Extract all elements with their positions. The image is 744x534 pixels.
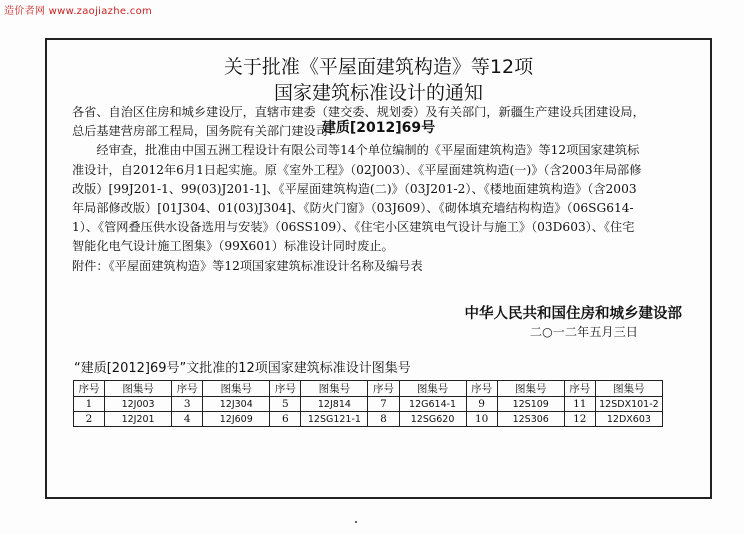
cell-no: 8: [368, 412, 399, 427]
issue-date: 二○一二年五月三日: [529, 325, 638, 339]
cell-no: 11: [564, 397, 595, 412]
header-code: 图集号: [203, 381, 270, 397]
cell-no: 3: [172, 397, 203, 412]
cell-code: 12J003: [105, 397, 172, 412]
cell-no: 5: [270, 397, 301, 412]
cell-no: 6: [270, 412, 301, 427]
header-no: 序号: [466, 381, 497, 397]
scan-speck: [355, 521, 357, 523]
header-no: 序号: [270, 381, 301, 397]
cell-code: 12S306: [497, 412, 564, 427]
header-no: 序号: [368, 381, 399, 397]
cell-code: 12G614-1: [399, 397, 466, 412]
header-code: 图集号: [399, 381, 466, 397]
header-code: 图集号: [595, 381, 662, 397]
table-header-row: [74, 381, 663, 397]
cell-code: 12SG121-1: [301, 412, 368, 427]
approval-paragraph: 经审查，批准由中国五洲工程设计有限公司等14个单位编制的《平屋面建筑构造》等12项国家建筑标准设计，自2012年6月1日起实施。原《室外工程》（02J003）、《平屋面建筑构造(一)》（含2003年局部修改版）[99J201-1、99(03)J201-1]、《平屋面建筑构造(二)》（03J201-2）、《楼地面建筑构造》（含2003年局部修改版）[01J304、01(03)J304]、《防火门窗》（03J609）、《砌体填充墙结构构造》（06SG614-1）、《管网叠压供水设备选用与安装》（06SS109）、《住宅小区建筑电气设计与施工》（03D603）、《住宅智能化电气设计施工图集》（99X601）标准设计同时废止。: [72, 143, 642, 254]
cell-no: 2: [74, 412, 105, 427]
cell-code: 12DX603: [595, 412, 662, 427]
cell-code: 12J201: [105, 412, 172, 427]
cell-code: 12J304: [203, 397, 270, 412]
header-no: 序号: [74, 381, 105, 397]
cell-no: 4: [172, 412, 203, 427]
cell-no: 7: [368, 397, 399, 412]
cell-no: 9: [466, 397, 497, 412]
cell-code: 12SDX101-2: [595, 397, 662, 412]
issuing-authority: 中华人民共和国住房和城乡建设部: [464, 306, 682, 322]
table-row: [74, 412, 663, 427]
header-no: 序号: [172, 381, 203, 397]
cell-code: 12SG620: [399, 412, 466, 427]
table-caption: “建质[2012]69号”文批准的12项国家建筑标准设计图集号: [74, 361, 411, 376]
cell-code: 12J609: [203, 412, 270, 427]
addressee-paragraph: 各省、自治区住房和城乡建设厅，直辖市建委（建交委、规划委）及有关部门，新疆生产建设兵团建设局，总后基建营房部工程局，国务院有关部门建设司：: [72, 105, 645, 139]
header-code: 图集号: [497, 381, 564, 397]
cell-no: 10: [466, 412, 497, 427]
attachment-line: 附件：《平屋面建筑构造》等12项国家建筑标准设计名称及编号表: [72, 258, 423, 273]
cell-no: 1: [74, 397, 105, 412]
table-row: [74, 397, 663, 412]
header-code: 图集号: [105, 381, 172, 397]
header-no: 序号: [564, 381, 595, 397]
header-code: 图集号: [301, 381, 368, 397]
watermark: 造价者网 www.zaojiazhe.com: [4, 6, 153, 17]
notice-body: [72, 103, 646, 276]
cell-code: 12S109: [497, 397, 564, 412]
atlas-code-table: [73, 380, 663, 427]
cell-code: 12J814: [301, 397, 368, 412]
cell-no: 12: [564, 412, 595, 427]
document-number: 建质[2012]69号: [321, 120, 436, 136]
notice-title-line1: 关于批准《平屋面建筑构造》等12项: [223, 56, 534, 78]
notice-title-line2: 国家建筑标准设计的通知: [273, 82, 483, 104]
